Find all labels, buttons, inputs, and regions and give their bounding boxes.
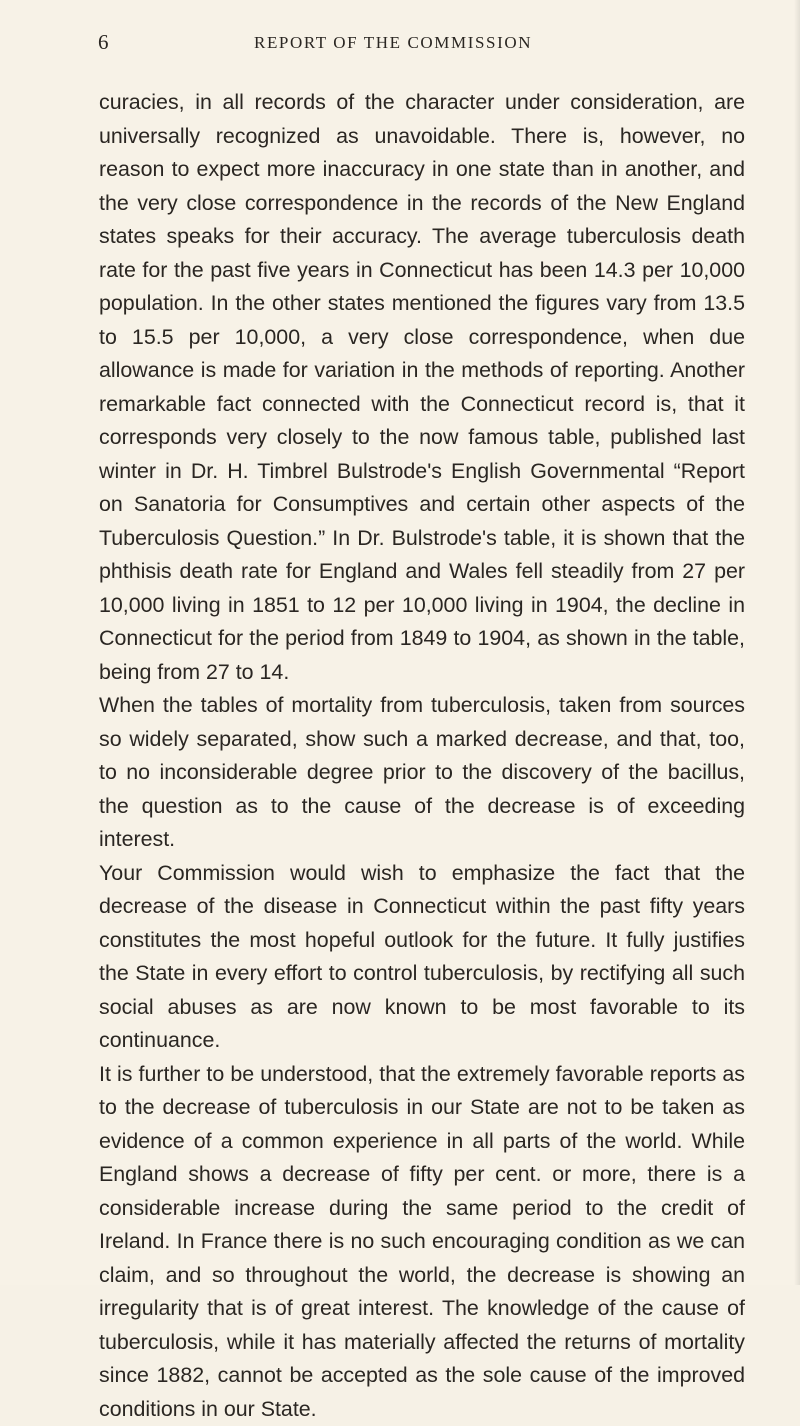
paragraph-1: curacies, in all records of the character under consideration, are universally recognized as unavoidable. There is, however, no reason to expect more inaccuracy in one state than in another, and the very close correspondence in the records of the New England states speaks for their accuracy. The average tuberculosis death rate for the past five years in Connecticut has been 14.3 per 10,000 population. In the other states mentioned the figures vary from 13.5 to 15.5 per 10,000, a very close correspondence, when due allowance is made for variation in the methods of reporting. Another remarkable fact connected with the Connecticut record is, that it corresponds very closely to the now famous table, published last winter in Dr. H. Timbrel Bulstrode's English Governmental “Report on Sanatoria for Consumptives and certain other aspects of the Tuberculosis Question.” In Dr. Bulstrode's table, it is shown that the phthisis death rate for England and Wales fell steadily from 27 per 10,000 living in 1851 to 12 per 10,000 living in 1904, the decline in Connecticut for the period from 1849 to 1904, as shown in the table, being from 27 to 14.	[99, 86, 745, 689]
page-edge-shadow	[794, 0, 800, 1285]
running-head: REPORT OF THE COMMISSION	[254, 33, 532, 53]
paragraph-2: When the tables of mortality from tuberculosis, taken from sources so widely separated, show such a marked decrease, and that, too, to no inconsiderable degree prior to the discovery of the bacillus, the question as to the cause of the decrease is of exceeding interest.	[99, 689, 745, 857]
paragraph-3: Your Commission would wish to emphasize the fact that the decrease of the disease in Connecticut within the past fifty years constitutes the most hopeful outlook for the future. It fully justifies the State in every effort to control tuberculosis, by rectifying all such social abuses as are now known to be most favorable to its continuance.	[99, 857, 745, 1058]
body-text	[99, 86, 745, 1426]
paragraph-4: It is further to be understood, that the extremely favorable reports as to the decrease of tuberculosis in our State are not to be taken as evidence of a common experience in all parts of the world. While England shows a decrease of fifty per cent. or more, there is a considerable increase during the same period to the credit of Ireland. In France there is no such encouraging condition as we can claim, and so throughout the world, the decrease is showing an irregularity that is of great interest. The knowledge of the cause of tuberculosis, while it has materially affected the returns of mortality since 1882, cannot be accepted as the sole cause of the improved conditions in our State.	[99, 1058, 745, 1426]
page-number: 6	[98, 30, 109, 55]
page-header	[98, 30, 744, 58]
